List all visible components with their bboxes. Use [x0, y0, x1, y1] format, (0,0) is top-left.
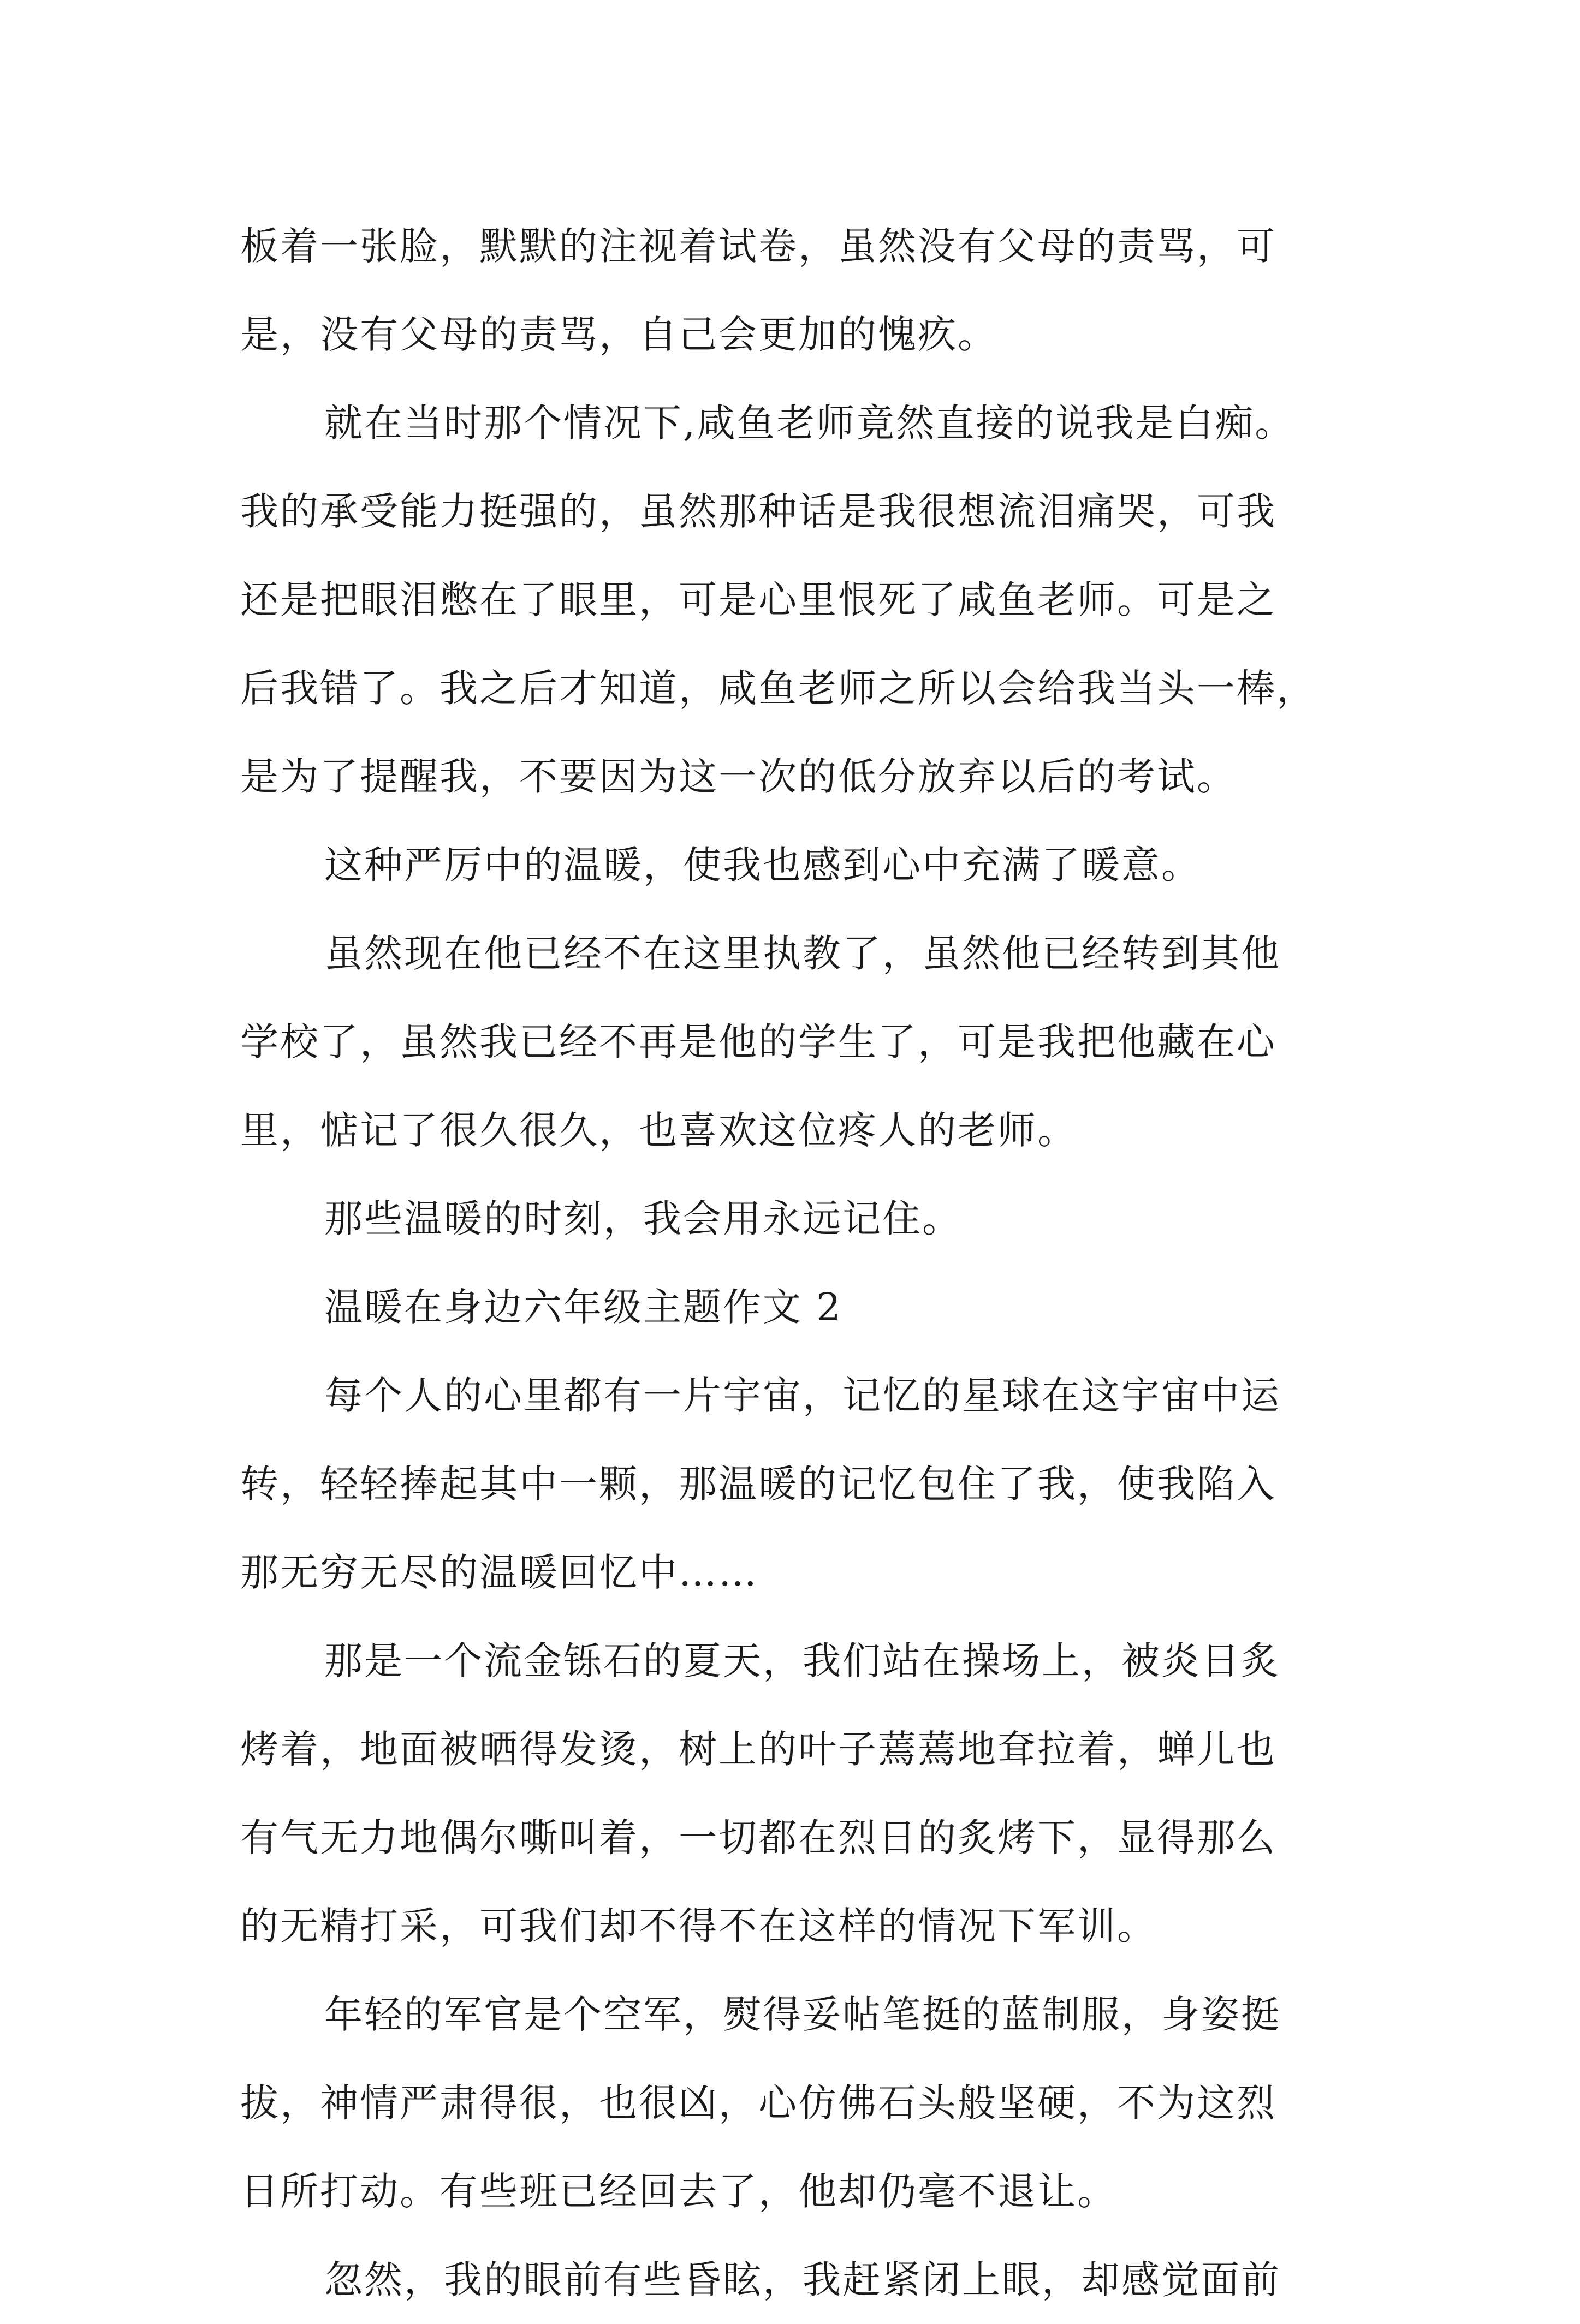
text-line: 我的承受能力挺强的，虽然那种话是我很想流泪痛哭，可我 — [240, 489, 1276, 534]
text-line: 每个人的心里都有一片宇宙，记忆的星球在这宇宙中运 — [324, 1373, 1281, 1418]
text-line: 这种严厉中的温暖，使我也感到心中充满了暖意。 — [324, 843, 1201, 887]
text-line: 的无精打采，可我们却不得不在这样的情况下军训。 — [240, 1904, 1157, 1948]
text-line: 学校了，虽然我已经不再是他的学生了，可是我把他藏在心 — [240, 1020, 1276, 1064]
text-line: 虽然现在他已经不在这里执教了，虽然他已经转到其他 — [324, 931, 1281, 976]
text-line: 那无穷无尽的温暖回忆中…… — [240, 1550, 758, 1595]
text-line: 还是把眼泪憋在了眼里，可是心里恨死了咸鱼老师。可是之 — [240, 577, 1276, 622]
essay-body — [240, 202, 1359, 2324]
text-line: 就在当时那个情况下,咸鱼老师竟然直接的说我是白痴。 — [324, 401, 1295, 445]
text-line: 忽然，我的眼前有些昏眩，我赶紧闭上眼，却感觉面前 — [324, 2257, 1281, 2302]
text-line: 转，轻轻捧起其中一颗，那温暖的记忆包住了我，使我陷入 — [240, 1462, 1276, 1506]
text-line: 拔，神情严肃得很，也很凶，心仿佛石头般坚硬，不为这烈 — [240, 2081, 1276, 2125]
text-line: 后我错了。我之后才知道，咸鱼老师之所以会给我当头一棒， — [240, 666, 1316, 711]
text-line: 日所打动。有些班已经回去了，他却仍毫不退让。 — [240, 2169, 1117, 2214]
text-line: 有气无力地偶尔嘶叫着，一切都在烈日的炙烤下，显得那么 — [240, 1815, 1276, 1860]
text-line: 里，惦记了很久很久，也喜欢这位疼人的老师。 — [240, 1108, 1077, 1153]
text-line: 烤着，地面被晒得发烫，树上的叶子蔫蔫地耷拉着，蝉儿也 — [240, 1727, 1276, 1772]
section-heading: 温暖在身边六年级主题作文 2 — [324, 1285, 842, 1330]
text-line: 年轻的军官是个空军，熨得妥帖笔挺的蓝制服，身姿挺 — [324, 1992, 1281, 2037]
text-line: 那些温暖的时刻，我会用永远记住。 — [324, 1196, 962, 1241]
text-line: 是，没有父母的责骂，自己会更加的愧疚。 — [240, 312, 997, 357]
text-line: 那是一个流金铄石的夏天，我们站在操场上，被炎日炙 — [324, 1638, 1281, 1683]
text-line: 板着一张脸，默默的注视着试卷，虽然没有父母的责骂，可 — [240, 224, 1276, 269]
text-line: 是为了提醒我，不要因为这一次的低分放弃以后的考试。 — [240, 754, 1237, 799]
